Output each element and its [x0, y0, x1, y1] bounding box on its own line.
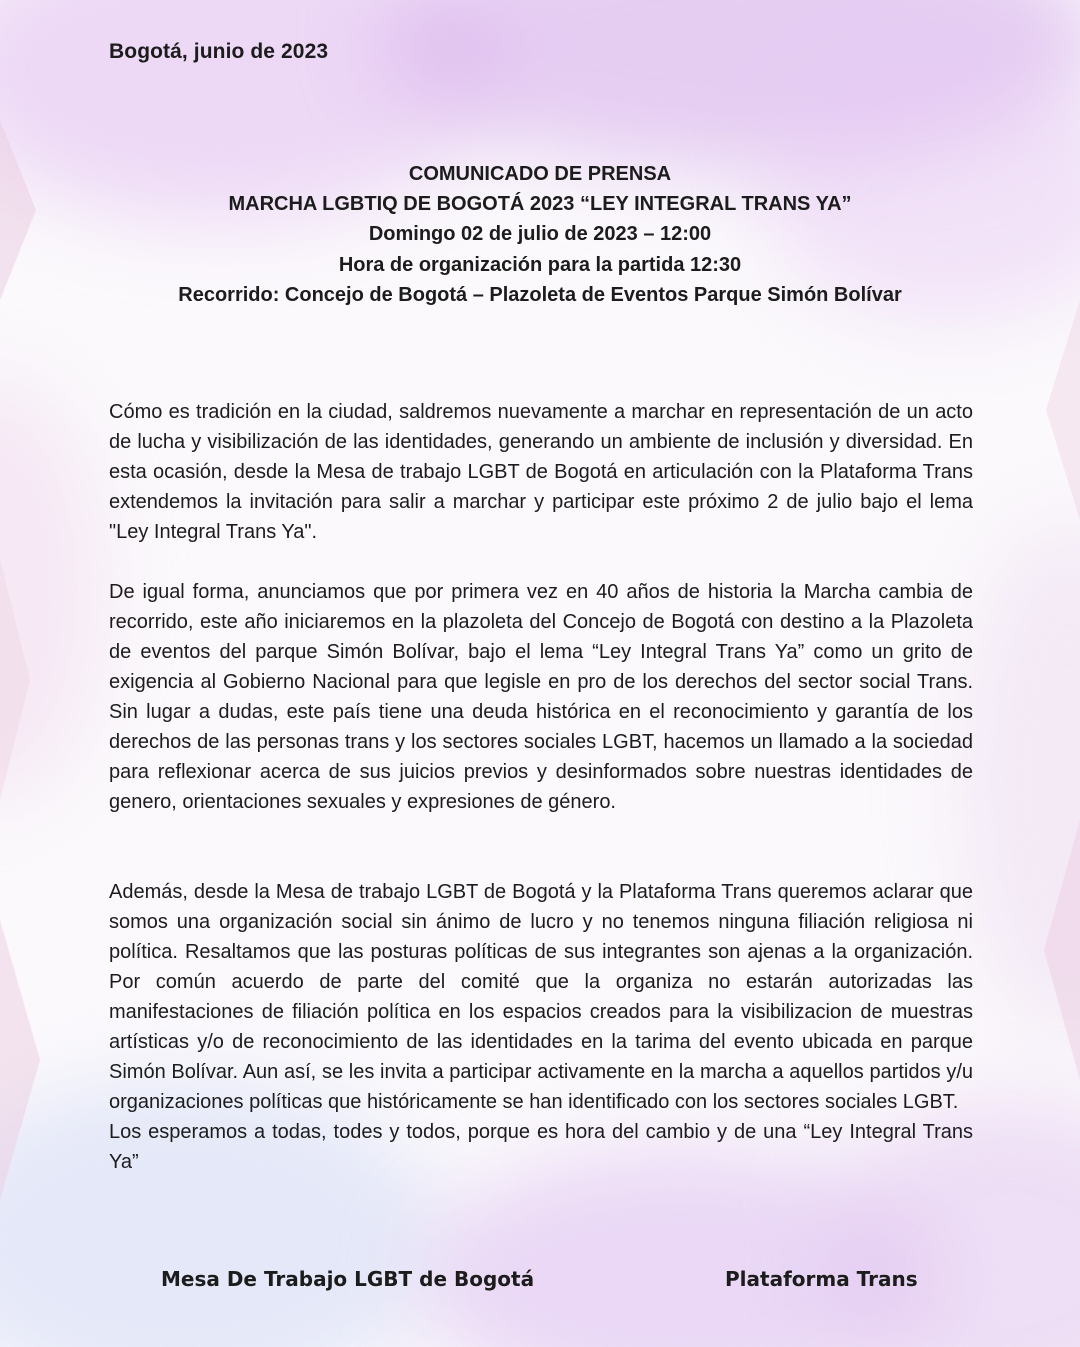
signature-plataforma-trans: Plataforma Trans: [725, 1267, 918, 1291]
paragraph-4-text: Los esperamos a todas, todes y todos, porque es hora del cambio y de una “Ley Integral Trans Ya”: [109, 1121, 973, 1173]
press-release-header: [0, 159, 1080, 310]
paragraph-3: [109, 877, 973, 1177]
header-organization-time: Hora de organización para la partida 12:30: [338, 253, 742, 276]
signature-mesa-lgbt: Mesa De Trabajo LGBT de Bogotá: [161, 1267, 535, 1291]
header-title: COMUNICADO DE PRENSA: [408, 163, 672, 185]
paragraph-3-text: Además, desde la Mesa de trabajo LGBT de Bogotá y la Plataforma Trans queremos aclarar que somos una organización social sin ánimo de lucro y no tenemos ninguna filiación religiosa ni política. Resaltamos que las posturas políticas de sus integrantes son ajenas a la organización. Por común acuerdo de parte del comité que la organiza no estarán autorizadas las manifestaciones de filiación política en los espacios creados para la visibilizacion de muestras artísticas y/o de reconocimiento de las identidades en la tarima del evento ubicada en parque Simón Bolívar. Aun así, se les invita a participar activamente en la marcha a aquellos partidos y/u organizaciones políticas que históricamente se han identificado con los sectores sociales LGBT.: [109, 881, 973, 1113]
header-route: Recorrido: Concejo de Bogotá – Plazoleta de Eventos Parque Simón Bolívar: [178, 283, 902, 306]
paragraph-2: [109, 577, 973, 817]
header-event-date: Domingo 02 de julio de 2023 – 12:00: [368, 223, 712, 246]
paragraph-1: [109, 397, 973, 547]
paragraph-1-text: Cómo es tradición en la ciudad, saldremos nuevamente a marchar en representación de un acto de lucha y visibilización de las identidades, generando un ambiente de inclusión y diversidad. En esta ocasión, desde la Mesa de trabajo LGBT de Bogotá en articulación con la Plataforma Trans extendemos la invitación para salir a marchar y participar este próximo 2 de julio bajo el lema "Ley Integral Trans Ya".: [109, 401, 973, 543]
header-event-name: MARCHA LGBTIQ DE BOGOTÁ 2023 “LEY INTEGRAL TRANS YA”: [228, 193, 852, 216]
document-date: Bogotá, junio de 2023: [109, 40, 329, 63]
paragraph-2-text: De igual forma, anunciamos que por primera vez en 40 años de historia la Marcha cambia de recorrido, este año iniciaremos en la plazoleta del Concejo de Bogotá con destino a la Plazoleta de eventos del parque Simón Bolívar, bajo el lema “Ley Integral Trans Ya” como un grito de exigencia al Gobierno Nacional para que legisle en pro de los derechos del sector social Trans. Sin lugar a dudas, este país tiene una deuda histórica en el reconocimiento y garantía de los derechos de las personas trans y los sectores sociales LGBT, hacemos un llamado a la sociedad para reflexionar acerca de sus juicios previos y desinformados sobre nuestras identidades de genero, orientaciones sexuales y expresiones de género.: [109, 581, 973, 813]
